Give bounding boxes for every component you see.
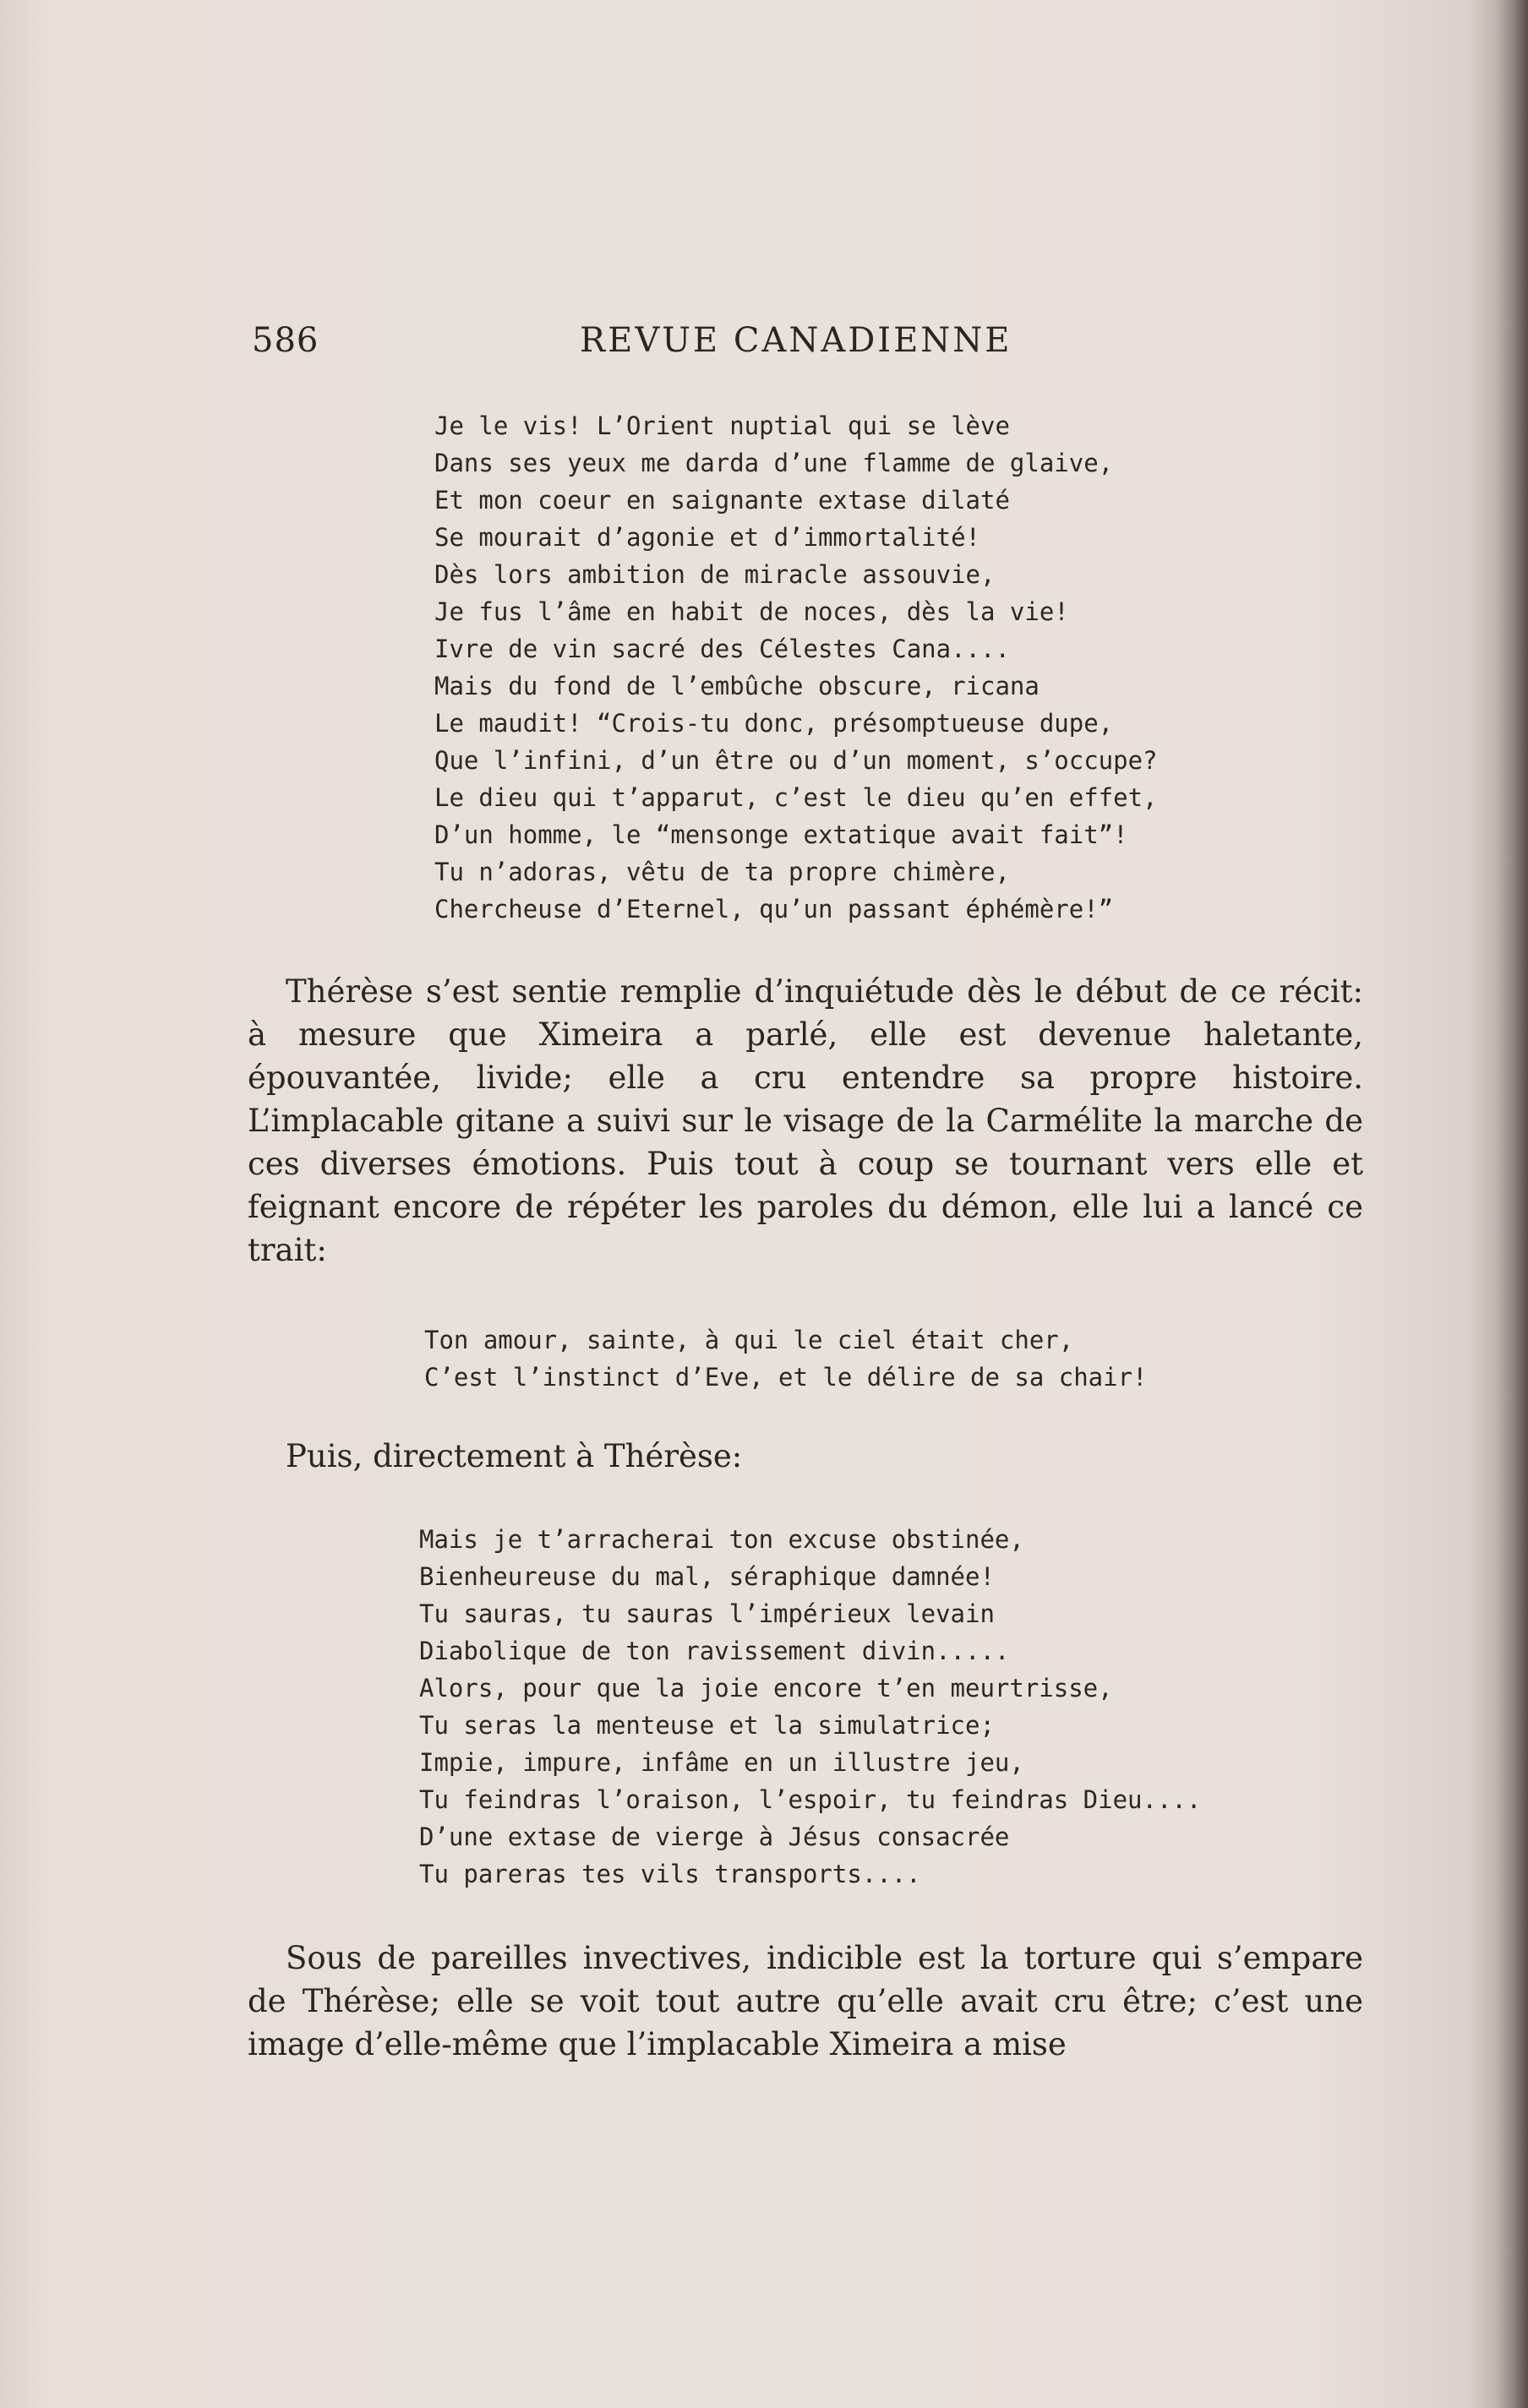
prose-paragraph-1: [248, 970, 1363, 1272]
page-header: [252, 321, 1046, 372]
verse-line: Se mourait d’agonie et d’immortalité!: [434, 523, 981, 552]
verse-block-2: [424, 1321, 1148, 1396]
verse-line: Et mon coeur en saignante extase dilaté: [434, 486, 1010, 515]
verse-block-1: [434, 407, 1158, 928]
paragraph-text: Sous de pareilles invectives, indicible est la torture qui s’empare de Thérèse; elle se voit tout autre qu’elle avait cru être; c’est une image d’elle-même que l’implacable Ximeira a mise: [248, 1940, 1363, 2062]
verse-line: Bienheureuse du mal, séraphique damnée!: [419, 1562, 995, 1591]
verse-line: Impie, impure, infâme en un illustre jeu,: [419, 1748, 1024, 1777]
verse-line: Tu seras la menteuse et la simulatrice;: [419, 1711, 995, 1740]
verse-line: Diabolique de ton ravissement divin.....: [419, 1637, 1010, 1665]
verse-line: Le maudit! “Crois-tu donc, présomptueuse dupe,: [434, 709, 1114, 738]
verse-line: Je fus l’âme en habit de noces, dès la vie!: [434, 597, 1069, 626]
verse-line: Ton amour, sainte, à qui le ciel était cher,: [424, 1326, 1074, 1354]
paragraph-text: Puis, directement à Thérèse:: [286, 1438, 743, 1474]
verse-line: Dès lors ambition de miracle assouvie,: [434, 560, 996, 589]
verse-line: Dans ses yeux me darda d’une flamme de glaive,: [434, 449, 1114, 477]
running-title: REVUE CANADIENNE: [580, 321, 1012, 360]
verse-line: Alors, pour que la joie encore t’en meurtrisse,: [419, 1674, 1113, 1702]
verse-block-3: [419, 1521, 1201, 1893]
verse-line: D’un homme, le “mensonge extatique avait fait”!: [434, 820, 1128, 849]
verse-line: Tu pareras tes vils transports....: [419, 1860, 921, 1888]
verse-line: Le dieu qui t’apparut, c’est le dieu qu’en effet,: [434, 783, 1158, 812]
verse-line: C’est l’instinct d’Eve, et le délire de sa chair!: [424, 1363, 1148, 1392]
verse-line: Tu feindras l’oraison, l’espoir, tu feindras Dieu....: [419, 1785, 1202, 1814]
verse-line: Mais du fond de l’embûche obscure, ricana: [434, 672, 1040, 700]
verse-line: Chercheuse d’Eternel, qu’un passant éphémère!”: [434, 895, 1114, 923]
prose-paragraph-3: [248, 1937, 1363, 2066]
verse-line: Je le vis! L’Orient nuptial qui se lève: [434, 411, 1010, 440]
paragraph-text: Thérèse s’est sentie remplie d’inquiétude dès le début de ce récit: à mesure que Ximeira a parlé, elle est devenue haletante, épouvantée, livide; elle a cru entendre sa propre histoire. L’implacable gitane a suivi sur le visage de la Carmélite la marche de ces diverses émotions. Puis tout à coup se tournant vers elle et feignant encore de répéter les paroles du démon, elle lui a lancé ce trait:: [248, 973, 1363, 1268]
prose-paragraph-2: [248, 1435, 1363, 1478]
verse-line: Tu sauras, tu sauras l’impérieux levain: [419, 1599, 995, 1628]
page-edge-shadow: [1494, 0, 1528, 2408]
verse-line: Mais je t’arracherai ton excuse obstinée,: [419, 1525, 1024, 1554]
verse-line: Que l’infini, d’un être ou d’un moment, s’occupe?: [434, 746, 1158, 775]
verse-line: D’une extase de vierge à Jésus consacrée: [419, 1822, 1010, 1851]
verse-line: Tu n’adoras, vêtu de ta propre chimère,: [434, 858, 1010, 886]
page-number: 586: [252, 321, 319, 360]
verse-line: Ivre de vin sacré des Célestes Cana....: [434, 635, 1010, 663]
